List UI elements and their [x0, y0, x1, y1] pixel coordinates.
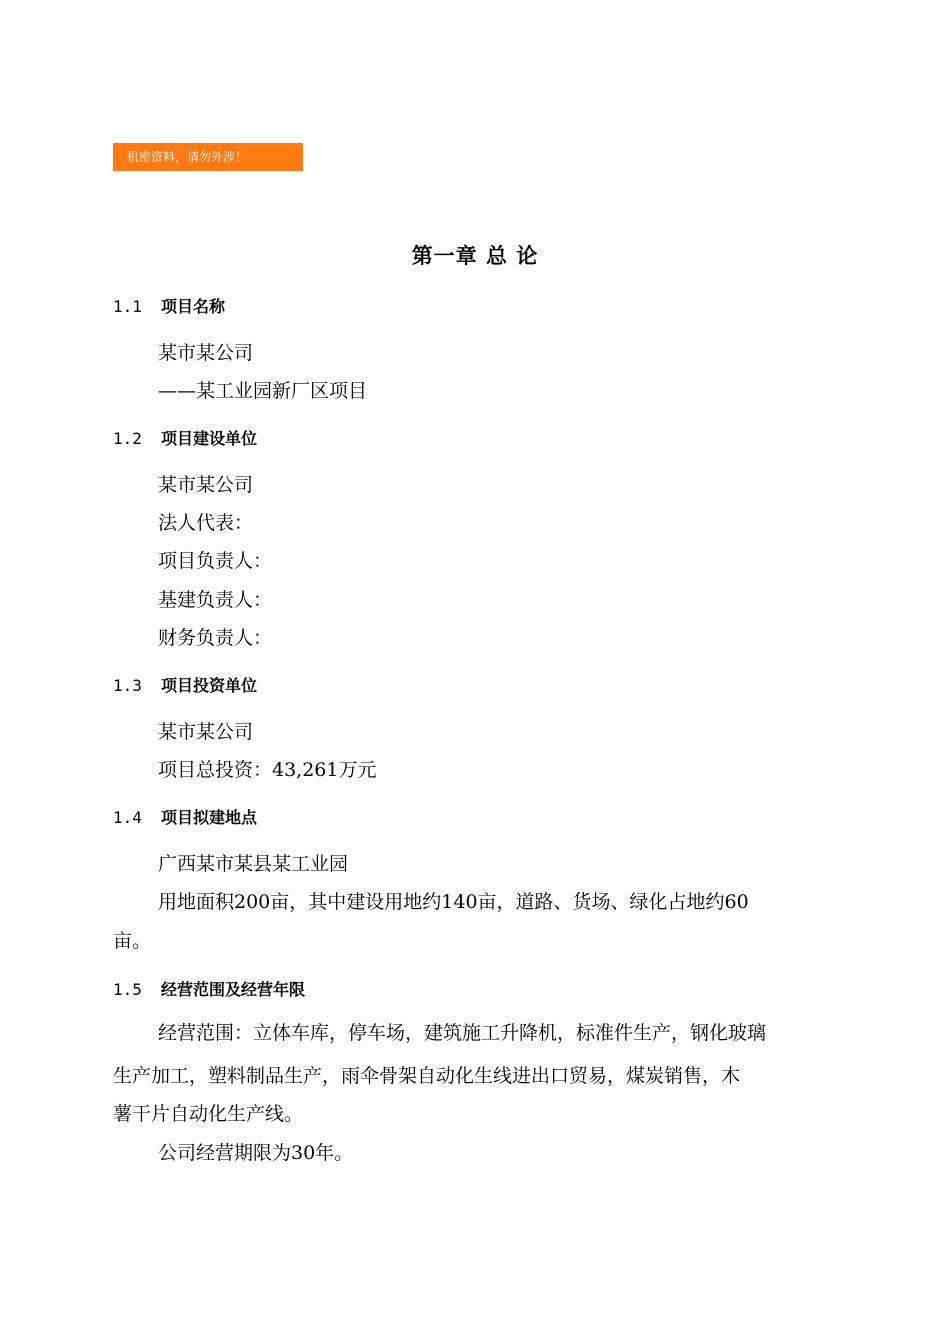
section-number: 1.3	[113, 676, 142, 695]
section-heading	[113, 977, 305, 1000]
section-title: 项目建设单位	[161, 429, 258, 448]
paragraph-line: 用地面积200亩，其中建设用地约140亩，道路、货场、绿化占地约60	[158, 891, 749, 913]
paragraph-line: 薯干片自动化生产线。	[113, 1103, 304, 1125]
paragraph-line: 项目负责人：	[158, 550, 273, 572]
section-title: 经营范围及经营年限	[161, 980, 306, 999]
paragraph-line: 法人代表：	[158, 512, 254, 534]
section-title: 项目投资单位	[161, 676, 258, 695]
confidential-banner: 机密资料，请勿外涉！	[113, 143, 303, 171]
paragraph-line: 项目总投资：43,261万元	[158, 759, 377, 781]
section-number: 1.4	[113, 808, 142, 827]
section-number: 1.1	[113, 297, 142, 316]
section-title: 项目名称	[161, 297, 226, 316]
paragraph-line: 某市某公司	[158, 474, 254, 496]
paragraph-line: 某市某公司	[158, 342, 254, 364]
paragraph-line: 生产加工，塑料制品生产，雨伞骨架自动化生线进出口贸易，煤炭销售，木	[113, 1065, 741, 1087]
section-heading	[113, 294, 225, 317]
paragraph-line: 广西某市某县某工业园	[158, 853, 349, 875]
paragraph-line: ——某工业园新厂区项目	[158, 380, 368, 402]
paragraph-line: 财务负责人：	[158, 627, 273, 649]
paragraph-line: 亩。	[113, 930, 152, 952]
section-number: 1.2	[113, 429, 142, 448]
chapter-title: 第一章 总 论	[411, 244, 539, 268]
section-heading	[113, 426, 257, 449]
section-number: 1.5	[113, 980, 142, 999]
section-heading	[113, 805, 257, 828]
section-title: 项目拟建地点	[161, 808, 258, 827]
section-heading	[113, 673, 257, 696]
paragraph-line: 基建负责人：	[158, 589, 273, 611]
paragraph-line: 某市某公司	[158, 721, 254, 743]
paragraph-line: 公司经营期限为30年。	[158, 1142, 354, 1164]
paragraph-line: 经营范围：立体车库，停车场，建筑施工升降机，标准件生产，钢化玻璃	[158, 1022, 767, 1044]
